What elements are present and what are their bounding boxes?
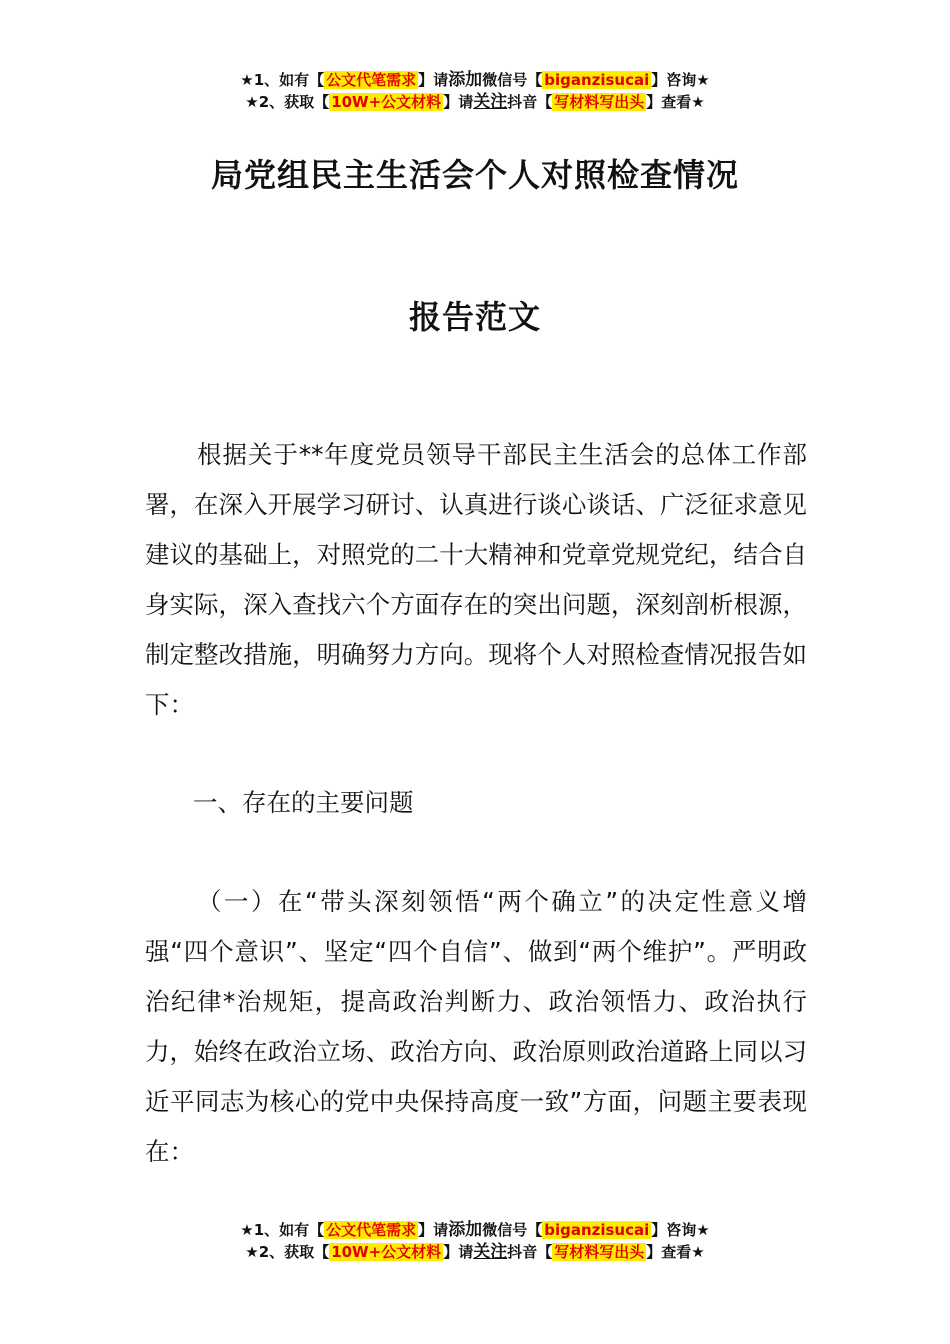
promo-text: 抖音【 xyxy=(507,1243,553,1261)
promo-text: 】查看★ xyxy=(646,1243,705,1261)
intro-paragraph: 根据关于**年度党员领导干部民主生活会的总体工作部署，在深入开展学习研讨、认真进行谈心谈话、广泛征求意见建议的基础上，对照党的二十大精神和党章党规党纪，结合自身实际，深入查找六个方面存在的突出问题，深刻剖析根源，制定整改措施，明确努力方向。现将个人对照检查情况报告如下： xyxy=(145,440,807,719)
promo-line-2 xyxy=(0,1241,950,1263)
promo-text: 】请 xyxy=(443,93,474,111)
promo-emphasis: 关注 xyxy=(473,1242,508,1262)
document-title-line-2: 报告范文 xyxy=(408,298,541,336)
promo-text: 微信号【 xyxy=(482,71,543,89)
promo-douyin-id: 写材料写出头 xyxy=(554,1243,645,1261)
promo-highlight: 公文代笔需求 xyxy=(326,1221,417,1239)
promo-douyin-id: 写材料写出头 xyxy=(554,93,645,111)
document-title-line-1: 局党组民主生活会个人对照检查情况 xyxy=(210,156,739,194)
promo-text: ★2、获取【 xyxy=(245,93,330,111)
promo-text: 抖音【 xyxy=(507,93,553,111)
section-paragraph: （一）在“带头深刻领悟“两个确立”的决定性意义增强“四个意识”、坚定“四个自信”、做到“两个维护”。严明政治纪律*治规矩，提高政治判断力、政治领悟力、政治执行力，始终在政治立场、政治方向、政治原则政治道路上同以习近平同志为核心的党中央保持高度一致”方面，问题主要表现在： xyxy=(145,887,807,1166)
promo-text: ★1、如有【 xyxy=(240,1221,325,1239)
section-heading: 一、存在的主要问题 xyxy=(193,788,414,817)
promo-emphasis: 关注 xyxy=(473,92,508,112)
promo-emphasis: 添加 xyxy=(448,70,483,90)
promo-text: 微信号【 xyxy=(482,1221,543,1239)
promo-header xyxy=(0,69,950,113)
promo-highlight: 10W+公文材料 xyxy=(331,93,442,111)
promo-line-1 xyxy=(0,1219,950,1241)
promo-wechat-id: biganzisucai xyxy=(544,71,650,89)
promo-highlight: 10W+公文材料 xyxy=(331,1243,442,1261)
promo-text: ★2、获取【 xyxy=(245,1243,330,1261)
promo-footer xyxy=(0,1219,950,1263)
promo-text: ★1、如有【 xyxy=(240,71,325,89)
promo-text: 】请 xyxy=(443,1243,474,1261)
promo-highlight: 公文代笔需求 xyxy=(326,71,417,89)
promo-line-2 xyxy=(0,91,950,113)
promo-text: 】请 xyxy=(418,71,449,89)
promo-text: 】查看★ xyxy=(646,93,705,111)
promo-text: 】请 xyxy=(418,1221,449,1239)
promo-emphasis: 添加 xyxy=(448,1220,483,1240)
promo-line-1 xyxy=(0,69,950,91)
promo-text: 】咨询★ xyxy=(651,1221,710,1239)
promo-wechat-id: biganzisucai xyxy=(544,1221,650,1239)
promo-text: 】咨询★ xyxy=(651,71,710,89)
